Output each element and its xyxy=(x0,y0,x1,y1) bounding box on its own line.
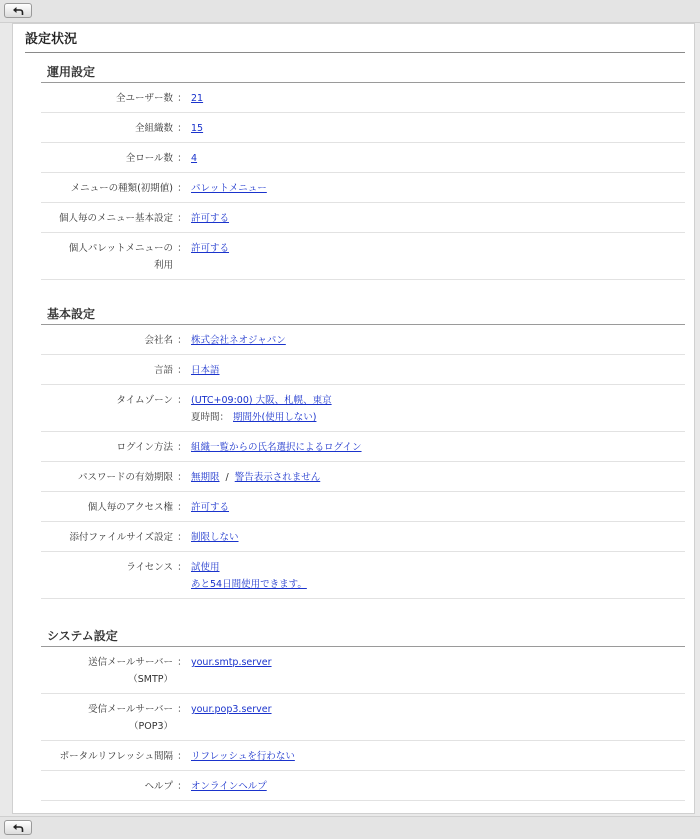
page-title: 設定状況 xyxy=(25,28,685,53)
section-title: 運用設定 xyxy=(41,64,685,83)
row-label: 個人毎のメニュー基本設定 xyxy=(58,213,173,224)
colon: ： xyxy=(177,442,187,453)
row-label: ログイン方法 xyxy=(116,442,173,453)
row-label-line1: 受信メールサーバー xyxy=(88,704,173,715)
row-login-method xyxy=(41,432,685,462)
colon: ： xyxy=(177,502,187,513)
bottom-toolbar xyxy=(0,816,700,839)
attachment-size-link[interactable]: 制限しない xyxy=(191,532,239,543)
row-label: ヘルプ xyxy=(144,781,173,792)
row-label: メニューの種類(初期値) xyxy=(70,183,173,194)
row-total-users xyxy=(41,83,685,113)
row-label: 言語 xyxy=(153,365,173,376)
password-warning-link[interactable]: 警告表示されません xyxy=(234,472,321,483)
pop3-server-link[interactable]: your.pop3.server xyxy=(191,704,272,715)
row-total-roles xyxy=(41,143,685,173)
colon: ： xyxy=(177,395,187,406)
language-link[interactable]: 日本語 xyxy=(191,365,220,376)
row-label-line2: 利用 xyxy=(153,260,173,271)
row-timezone xyxy=(41,385,685,432)
dst-label: 夏時間： xyxy=(191,412,230,423)
colon: ： xyxy=(177,532,187,543)
row-portal-refresh xyxy=(41,741,685,771)
license-remaining-link[interactable]: あと54日間使用できます。 xyxy=(191,579,307,590)
colon: ： xyxy=(177,123,187,134)
row-label-line2: （POP3） xyxy=(129,721,173,732)
row-label: 個人毎のアクセス権 xyxy=(87,502,173,513)
row-label: 全組織数 xyxy=(134,123,173,134)
row-total-orgs xyxy=(41,113,685,143)
row-label xyxy=(41,701,173,735)
row-label: 添付ファイルサイズ設定 xyxy=(69,532,173,543)
row-label: 会社名 xyxy=(144,335,173,346)
colon: ： xyxy=(177,657,187,668)
row-label xyxy=(41,240,173,274)
back-button-top[interactable] xyxy=(4,3,32,18)
total-roles-link[interactable]: 4 xyxy=(191,153,198,164)
row-label: パスワードの有効期限 xyxy=(77,472,173,483)
colon: ： xyxy=(177,93,187,104)
colon: ： xyxy=(177,562,187,573)
company-name-link[interactable]: 株式会社ネオジャパン xyxy=(191,335,286,346)
colon: ： xyxy=(177,704,187,715)
smtp-server-link[interactable]: your.smtp.server xyxy=(191,657,272,668)
row-password-expiry xyxy=(41,462,685,492)
row-label: ポータルリフレッシュ間隔 xyxy=(59,751,173,762)
colon: ： xyxy=(177,365,187,376)
colon: ： xyxy=(177,243,187,254)
online-help-link[interactable]: オンラインヘルプ xyxy=(191,781,267,792)
colon: ： xyxy=(177,153,187,164)
row-label-line2: （SMTP） xyxy=(128,674,173,685)
row-license xyxy=(41,552,685,599)
section-basic xyxy=(41,306,685,599)
colon: ： xyxy=(177,472,187,483)
password-expiry-link[interactable]: 無期限 xyxy=(191,472,220,483)
settings-panel xyxy=(12,23,695,814)
row-label-line1: 個人パレットメニューの xyxy=(68,243,173,254)
colon: ： xyxy=(177,781,187,792)
row-company-name xyxy=(41,325,685,355)
row-personal-palette-menu xyxy=(41,233,685,280)
row-personal-access xyxy=(41,492,685,522)
portal-refresh-link[interactable]: リフレッシュを行わない xyxy=(191,751,295,762)
row-personal-menu-setting xyxy=(41,203,685,233)
back-arrow-icon xyxy=(12,823,24,833)
total-users-link[interactable]: 21 xyxy=(191,93,204,104)
colon: ： xyxy=(177,335,187,346)
section-system xyxy=(41,628,685,801)
row-label xyxy=(41,654,173,688)
license-link[interactable]: 試使用 xyxy=(191,562,220,573)
section-operation xyxy=(41,64,685,280)
row-label: 全ロール数 xyxy=(125,153,173,164)
dst-link[interactable]: 期間外(使用しない) xyxy=(233,412,317,423)
row-label: 全ユーザー数 xyxy=(115,93,173,104)
timezone-link[interactable]: (UTC+09:00) 大阪、札幌、東京 xyxy=(191,395,332,406)
back-arrow-icon xyxy=(12,6,24,16)
top-toolbar xyxy=(0,0,700,23)
total-orgs-link[interactable]: 15 xyxy=(191,123,204,134)
colon: ： xyxy=(177,213,187,224)
row-label: ライセンス xyxy=(126,562,173,573)
personal-access-link[interactable]: 許可する xyxy=(191,502,230,513)
back-button-bottom[interactable] xyxy=(4,820,32,835)
row-language xyxy=(41,355,685,385)
separator: / xyxy=(225,472,229,483)
section-title: 基本設定 xyxy=(41,306,685,325)
row-help xyxy=(41,771,685,801)
colon: ： xyxy=(177,183,187,194)
row-label: タイムゾーン xyxy=(116,395,173,406)
section-title: システム設定 xyxy=(41,628,685,647)
personal-menu-setting-link[interactable]: 許可する xyxy=(191,213,230,224)
row-label-line1: 送信メールサーバー xyxy=(88,657,173,668)
colon: ： xyxy=(177,751,187,762)
row-menu-type xyxy=(41,173,685,203)
personal-palette-menu-link[interactable]: 許可する xyxy=(191,243,230,254)
row-attachment-size xyxy=(41,522,685,552)
row-smtp-server xyxy=(41,647,685,694)
row-pop3-server xyxy=(41,694,685,741)
login-method-link[interactable]: 組織一覧からの氏名選択によるログイン xyxy=(191,442,362,453)
menu-type-link[interactable]: パレットメニュー xyxy=(191,183,267,194)
